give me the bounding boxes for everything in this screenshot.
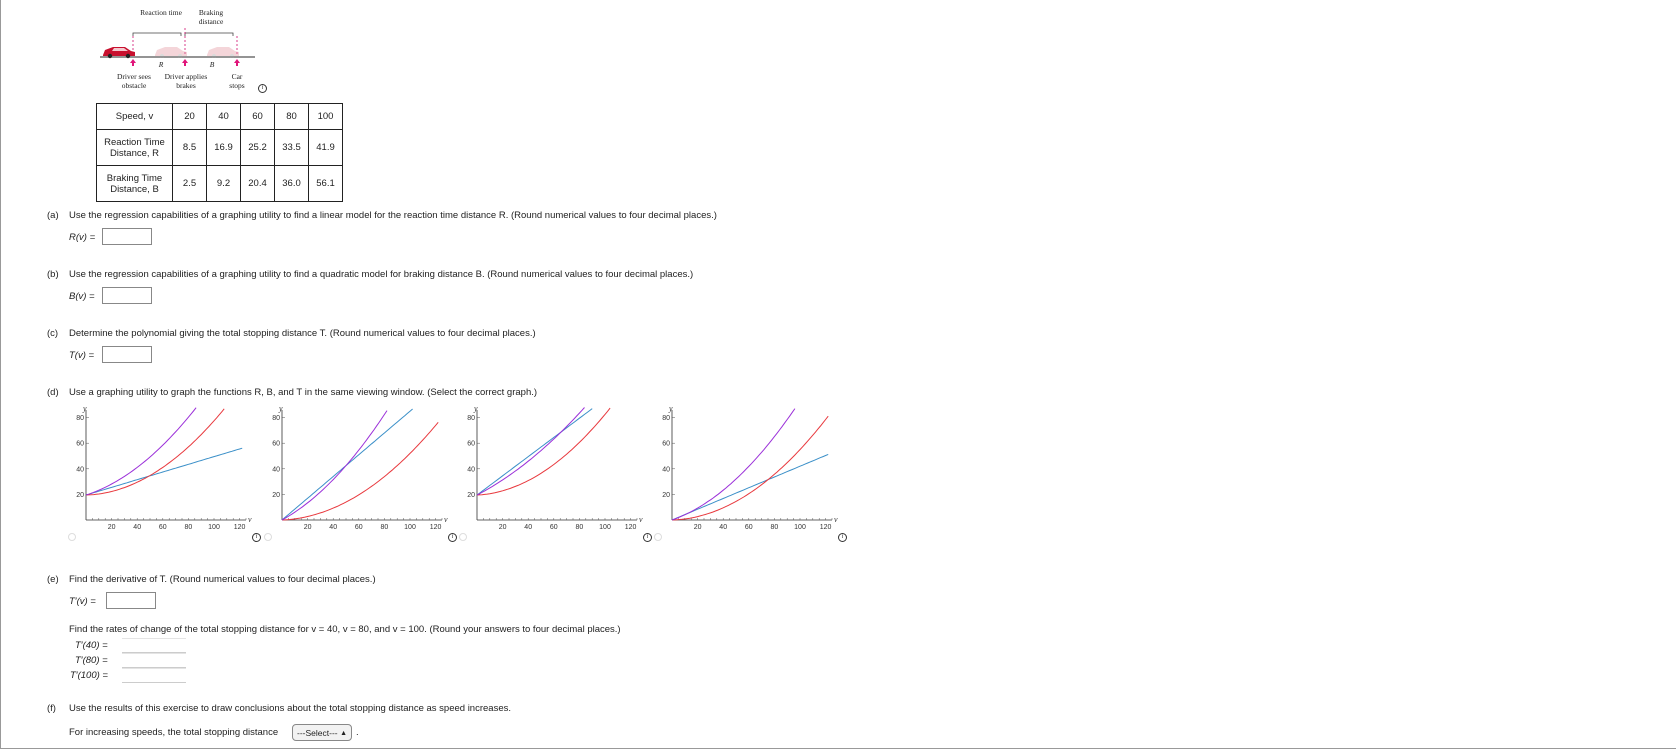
info-icon[interactable]: i <box>448 533 457 542</box>
t100-input[interactable] <box>122 668 186 683</box>
info-icon[interactable]: i <box>643 533 652 542</box>
part-e-text: Find the derivative of T. (Round numerical values to four decimal places.) <box>69 574 376 585</box>
x-axis-label: v <box>639 515 643 524</box>
table-cell: 41.9 <box>309 130 343 166</box>
series-t-line <box>282 411 387 520</box>
y-axis-label: y <box>83 404 87 413</box>
series-t-line <box>477 408 585 496</box>
part-d-text: Use a graphing utility to graph the functions R, B, and T in the same viewing window. (Select the correct graph.) <box>69 387 538 398</box>
diagram-drawing <box>95 28 255 66</box>
x-tick-label: 120 <box>233 524 246 531</box>
graph-radio-1[interactable] <box>68 533 76 541</box>
x-tick-label: 60 <box>354 524 363 531</box>
t40-label: T′(40) = <box>75 640 108 651</box>
answer-label-c: T(v) = <box>69 350 95 361</box>
braking-distance-label: Braking distance <box>198 8 224 26</box>
table-cell: 40 <box>207 104 241 130</box>
y-tick-label: 20 <box>272 491 280 499</box>
series-r-line <box>672 454 828 520</box>
y-axis-label: y <box>279 404 283 413</box>
x-tick-label: 80 <box>380 524 389 531</box>
x-axis-label: v <box>444 515 448 524</box>
part-letter: (f) <box>47 703 56 714</box>
table-cell: 16.9 <box>207 130 241 166</box>
x-tick-label: 60 <box>158 524 167 531</box>
info-icon[interactable]: i <box>258 84 267 93</box>
y-tick-label: 60 <box>76 440 84 448</box>
x-tick-label: 80 <box>575 524 584 531</box>
y-tick-label: 80 <box>467 415 475 423</box>
speed-header: Speed, v <box>97 104 173 130</box>
driver-sees-label: Driver sees obstacle <box>117 72 151 90</box>
select-value: ---Select--- <box>297 728 338 738</box>
car-ghost-icon-2 <box>207 47 239 58</box>
x-axis-label: v <box>834 515 838 524</box>
y-axis-label: y <box>474 404 478 413</box>
series-r-line <box>477 409 592 495</box>
part-f-sentence: For increasing speeds, the total stopping distance <box>69 727 279 738</box>
b-marker: B <box>209 60 215 69</box>
x-tick-label: 100 <box>404 524 416 531</box>
table-row-braking <box>97 166 343 202</box>
part-d <box>47 387 537 398</box>
answer-label-e: T′(v) = <box>69 596 96 607</box>
part-letter: (d) <box>47 387 59 398</box>
part-c-text: Determine the polynomial giving the total stopping distance T. (Round numerical values to four decimal places.) <box>69 328 536 339</box>
driver-applies-label: Driver applies brakes <box>164 72 208 90</box>
part-c <box>47 328 536 339</box>
graph-option-1[interactable] <box>62 404 252 534</box>
r-marker: R <box>158 60 164 69</box>
x-tick-label: 40 <box>524 524 533 531</box>
y-axis-label: y <box>669 404 673 413</box>
graph-option-2[interactable] <box>258 404 448 534</box>
select-arrows-icon: ▲ <box>340 730 347 737</box>
x-tick-label: 100 <box>208 524 220 531</box>
graph-option-4[interactable] <box>648 404 838 534</box>
y-tick-label: 20 <box>662 491 670 499</box>
table-cell: 60 <box>241 104 275 130</box>
x-tick-label: 100 <box>599 524 611 531</box>
x-tick-label: 20 <box>693 524 702 531</box>
part-e <box>47 574 376 585</box>
table-cell: 2.5 <box>173 166 207 202</box>
table-row-speed <box>97 104 343 130</box>
reaction-header: Reaction Time Distance, R <box>97 130 173 166</box>
rates-text: Find the rates of change of the total stopping distance for v = 40, v = 80, and v = 100. (Round your answers to four decimal places.) <box>69 624 621 635</box>
table-cell: 33.5 <box>275 130 309 166</box>
table-cell: 20.4 <box>241 166 275 202</box>
x-tick-label: 120 <box>624 524 637 531</box>
conclusion-select[interactable] <box>292 724 352 741</box>
part-f-text: Use the results of this exercise to draw conclusions about the total stopping distance as speed increases. <box>69 703 511 714</box>
y-tick-label: 80 <box>272 415 280 423</box>
answer-label-b: B(v) = <box>69 291 95 302</box>
car-ghost-icon <box>155 47 187 58</box>
t100-label: T′(100) = <box>70 670 108 681</box>
table-cell: 8.5 <box>173 130 207 166</box>
answer-label-a: R(v) = <box>69 232 96 243</box>
y-tick-label: 40 <box>467 466 475 474</box>
y-tick-label: 20 <box>467 491 475 499</box>
graph-radio-4[interactable] <box>654 533 662 541</box>
table-cell: 56.1 <box>309 166 343 202</box>
y-tick-label: 20 <box>76 491 84 499</box>
x-axis-label: v <box>248 515 252 524</box>
t40-input[interactable] <box>122 638 186 653</box>
series-b-line <box>282 422 438 520</box>
x-tick-label: 20 <box>107 524 116 531</box>
table-cell: 25.2 <box>241 130 275 166</box>
x-tick-label: 20 <box>303 524 312 531</box>
part-letter: (e) <box>47 574 59 585</box>
car-stops-label: Car stops <box>229 72 245 90</box>
info-icon[interactable]: i <box>252 533 261 542</box>
t80-label: T′(80) = <box>75 655 108 666</box>
part-letter: (c) <box>47 328 59 339</box>
graph-radio-3[interactable] <box>459 533 467 541</box>
y-tick-label: 40 <box>76 466 84 474</box>
x-tick-label: 120 <box>429 524 442 531</box>
part-letter: (a) <box>47 210 59 221</box>
table-cell: 20 <box>173 104 207 130</box>
graph-option-3[interactable] <box>453 404 643 534</box>
series-b-line <box>672 416 828 520</box>
x-tick-label: 40 <box>719 524 728 531</box>
reaction-time-label: Reaction time <box>140 8 182 17</box>
x-tick-label: 60 <box>744 524 753 531</box>
info-icon[interactable]: i <box>838 533 847 542</box>
part-a-text: Use the regression capabilities of a graphing utility to find a linear model for the reaction time distance R. (Round numerical values to four decimal places.) <box>69 210 717 221</box>
graph-radio-2[interactable] <box>264 533 272 541</box>
y-tick-label: 80 <box>76 415 84 423</box>
table-row-reaction <box>97 130 343 166</box>
answer-input-e[interactable] <box>106 592 156 609</box>
part-a <box>47 210 717 221</box>
y-tick-label: 40 <box>272 466 280 474</box>
x-tick-label: 40 <box>133 524 142 531</box>
series-r-line <box>86 448 242 495</box>
x-tick-label: 20 <box>498 524 507 531</box>
x-tick-label: 80 <box>770 524 779 531</box>
part-b <box>47 269 693 280</box>
y-tick-label: 40 <box>662 466 670 474</box>
t80-input[interactable] <box>122 653 186 668</box>
table-cell: 80 <box>275 104 309 130</box>
x-tick-label: 120 <box>819 524 832 531</box>
y-tick-label: 60 <box>272 440 280 448</box>
part-b-text: Use the regression capabilities of a graphing utility to find a quadratic model for braking distance B. (Round numerical values to four decimal places.) <box>69 269 694 280</box>
y-tick-label: 80 <box>662 415 670 423</box>
x-tick-label: 40 <box>329 524 338 531</box>
data-table <box>96 103 343 202</box>
sentence-period: . <box>356 727 359 738</box>
x-tick-label: 60 <box>549 524 558 531</box>
braking-header: Braking Time Distance, B <box>97 166 173 202</box>
table-cell: 36.0 <box>275 166 309 202</box>
answer-input-a[interactable] <box>102 228 152 245</box>
y-tick-label: 60 <box>467 440 475 448</box>
table-cell: 100 <box>309 104 343 130</box>
part-f <box>47 703 511 714</box>
series-t-line <box>86 408 196 495</box>
answer-input-b[interactable] <box>102 287 152 304</box>
y-tick-label: 60 <box>662 440 670 448</box>
x-tick-label: 80 <box>184 524 193 531</box>
part-letter: (b) <box>47 269 59 280</box>
series-b-line <box>477 408 610 495</box>
answer-input-c[interactable] <box>102 346 152 363</box>
table-cell: 9.2 <box>207 166 241 202</box>
x-tick-label: 100 <box>794 524 806 531</box>
